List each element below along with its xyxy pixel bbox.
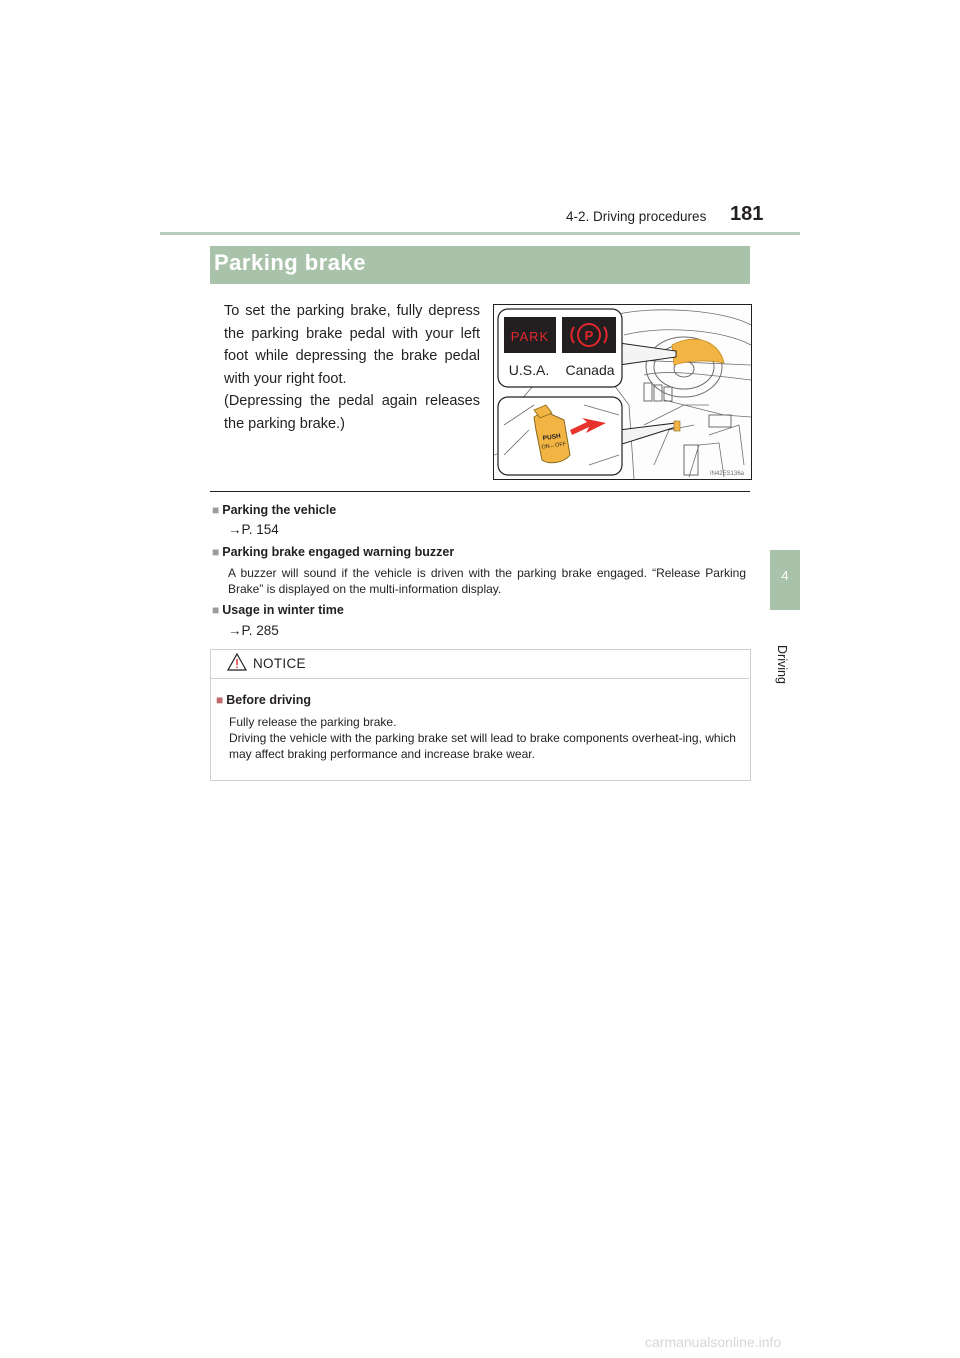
square-bullet-icon: ■ [216, 693, 224, 707]
chapter-tab-number: 4 [781, 568, 789, 583]
note-ref-winter-time[interactable]: →P. 285 [228, 623, 279, 638]
park-indicator-text: PARK [510, 329, 550, 344]
square-bullet-icon: ■ [212, 545, 220, 559]
square-bullet-icon: ■ [212, 603, 220, 617]
illustration-code: IN42ES136a [709, 471, 744, 477]
watermark: carmanualsonline.info [645, 1334, 782, 1350]
label-canada: Canada [565, 362, 615, 378]
intro-paragraph-1: To set the parking brake, fully depress the parking brake pedal with your left foot while depressing the brake pedal with your right foot. [224, 303, 480, 387]
parking-brake-illustration [493, 304, 752, 480]
square-bullet-icon: ■ [212, 503, 220, 517]
notice-title: NOTICE [253, 656, 306, 671]
label-usa: U.S.A. [508, 362, 550, 378]
notice-line-2: Driving the vehicle with the parking brake set will lead to brake components overheat-ing, which may affect braking performance and increase brake wear. [229, 731, 736, 761]
note-title-winter-time: ■ Usage in winter time [212, 603, 344, 617]
note-body-warning-buzzer: A buzzer will sound if the vehicle is driven with the parking brake engaged. “Release Parking Brake” is displayed on the multi-information display. [228, 566, 746, 596]
pedal-text-push: PUSH [542, 432, 562, 443]
intro-text [224, 300, 480, 435]
meter-highlight [672, 339, 724, 365]
separator [210, 491, 750, 492]
note-title-parking-vehicle: ■ Parking the vehicle [212, 503, 337, 517]
intro-paragraph-2: (Depressing the pedal again releases the parking brake.) [224, 393, 480, 432]
notice-item-title: ■ Before driving [216, 693, 311, 707]
p-indicator-text: P [584, 328, 594, 343]
note-title-warning-buzzer: ■ Parking brake engaged warning buzzer [212, 545, 455, 559]
note-ref-parking-vehicle[interactable]: →P. 154 [228, 522, 279, 537]
header-rule [160, 232, 800, 235]
chapter-tab-label: Driving [775, 645, 789, 684]
pedal-text-onoff: ON↔OFF [541, 441, 567, 451]
page-number: 181 [730, 203, 764, 225]
warning-triangle-icon [226, 652, 248, 672]
header-section-title: 4-2. Driving procedures [566, 209, 707, 224]
section-title: Parking brake [214, 250, 367, 275]
notice-line-1: Fully release the parking brake. [229, 715, 397, 729]
